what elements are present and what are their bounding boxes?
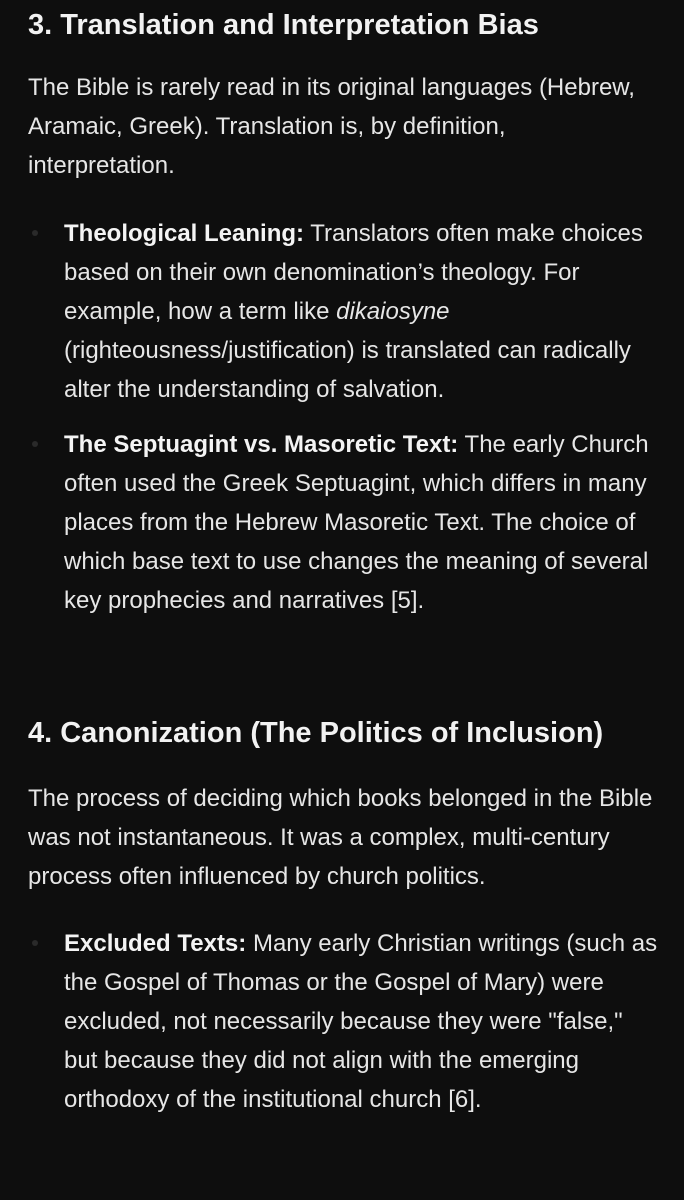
bullet-text: Many early Christian writings (such as the Gospel of Thomas or the Gospel of Mary) were excluded, not necessarily because they were "false," but because they did not align with the emerging orthodoxy of the institutional church [6]. bbox=[64, 930, 658, 1113]
section-intro-canonization: The process of deciding which books belonged in the Bible was not instantaneous. It was a complex, multi-century process often influenced by church politics. bbox=[28, 785, 653, 890]
bullet-lead: The Septuagint vs. Masoretic Text: bbox=[64, 431, 459, 458]
section-heading-translation: 3. Translation and Interpretation Bias bbox=[28, 9, 539, 41]
bullet-dot-icon bbox=[32, 441, 38, 447]
bullet-lead: Excluded Texts: bbox=[64, 930, 247, 957]
list-item-theological-leaning bbox=[28, 214, 658, 409]
list-item-excluded-texts bbox=[28, 924, 658, 1119]
bullet-lead: Theological Leaning: bbox=[64, 220, 305, 247]
section-intro-translation: The Bible is rarely read in its original languages (Hebrew, Aramaic, Greek). Translation is, by definition, interpretation. bbox=[28, 74, 635, 179]
bullet-text: The early Church often used the Greek Septuagint, which differs in many places from the Hebrew Masoretic Text. The choice of which base text to use changes the meaning of several key prophecies and narratives [5]. bbox=[64, 431, 649, 614]
list-item-septuagint bbox=[28, 425, 658, 620]
bullet-text: Translators often make choices based on their own denomination’s theology. For example, how a term like bbox=[64, 220, 643, 325]
bullet-dot-icon bbox=[32, 940, 38, 946]
bullet-list-translation bbox=[28, 214, 658, 636]
bullet-dot-icon bbox=[32, 230, 38, 236]
section-heading-canonization: 4. Canonization (The Politics of Inclusion) bbox=[28, 717, 604, 749]
bullet-list-canonization bbox=[28, 924, 658, 1135]
bullet-text: (righteousness/justification) is translated can radically alter the understanding of salvation. bbox=[64, 337, 631, 403]
bullet-term: dikaiosyne bbox=[336, 298, 450, 325]
